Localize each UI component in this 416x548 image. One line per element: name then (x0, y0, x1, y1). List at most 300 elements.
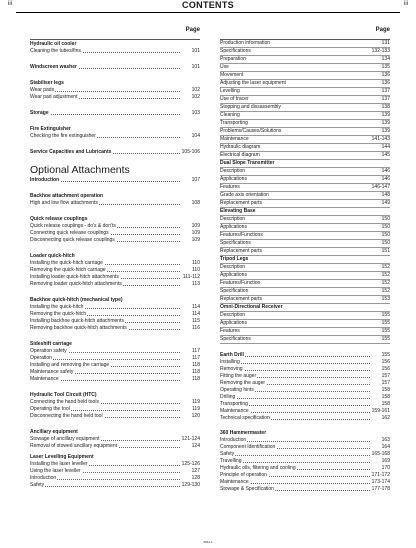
toc-entry[interactable] (220, 144, 390, 152)
toc-page-number: 102 (181, 87, 200, 94)
toc-page-number: 151 (371, 248, 390, 255)
toc-entry-title: Installing the quick-hitch (30, 304, 84, 310)
toc-entry-title: Travelling (220, 458, 242, 464)
page-title: CONTENTS (182, 0, 234, 10)
toc-entry[interactable] (30, 325, 200, 332)
toc-page-number: 136 (371, 80, 390, 87)
toc-entry[interactable] (220, 408, 390, 415)
toc-entry[interactable] (220, 104, 390, 112)
toc-entry-title: Maintenance (30, 376, 59, 382)
toc-entry[interactable] (30, 200, 200, 207)
toc-entry[interactable] (220, 80, 390, 88)
toc-entry-title: Wear pad adjustment (30, 94, 78, 100)
toc-page-number: 170 (371, 465, 390, 472)
toc-page-number: 127 (181, 468, 200, 475)
toc-entry-title: Sideshift carriage (30, 341, 72, 347)
toc-entry-title: Stopping and dissassembly (220, 104, 281, 110)
toc-entry[interactable] (220, 168, 390, 176)
toc-entry-title: Laser Levelling Equipment (30, 454, 94, 460)
spacer (30, 156, 200, 164)
toc-entry-title: Problems/Causes/Solutions (220, 128, 282, 134)
toc-entry-title: Use (220, 64, 229, 70)
toc-heading[interactable] (30, 126, 200, 133)
toc-page-number: 155 (371, 328, 390, 335)
toc-entry[interactable] (220, 216, 390, 224)
toc-entry-title: Description (220, 168, 246, 174)
toc-entry-title: Safety (30, 482, 45, 488)
toc-entry[interactable] (220, 451, 390, 458)
page-number-right: iii (404, 1, 408, 7)
toc-page-number: 165-168 (371, 451, 390, 457)
toc-entry-title: Quick release couplings (30, 216, 88, 222)
toc-page-number: 169 (371, 458, 390, 465)
toc-entry-title: Installing the quick-hitch carriage (30, 260, 103, 266)
toc-entry[interactable] (30, 475, 200, 482)
toc-page-number: 152 (371, 272, 390, 279)
toc-page-number: 141-143 (371, 136, 390, 142)
toc-page-number: 152 (371, 264, 390, 271)
toc-page-number: 158 (371, 394, 390, 401)
toc-entry[interactable] (220, 336, 390, 344)
toc-entry-title: Specifications (220, 240, 251, 246)
toc-entry[interactable] (220, 272, 390, 280)
toc-entry[interactable] (30, 413, 200, 420)
toc-entry-title: Safety (220, 451, 235, 457)
toc-page-number: 171-172 (371, 472, 390, 478)
toc-heading[interactable] (220, 352, 390, 359)
toc-entry[interactable] (220, 200, 390, 208)
toc-entry-title: Introduction (220, 437, 247, 443)
toc-heading[interactable] (30, 341, 200, 348)
toc-heading[interactable] (220, 256, 390, 264)
toc-entry[interactable] (30, 406, 200, 413)
toc-entry-title: Features (220, 184, 240, 190)
toc-entry[interactable] (220, 48, 390, 56)
toc-heading[interactable] (220, 160, 390, 168)
toc-entry[interactable] (220, 96, 390, 104)
toc-entry[interactable] (30, 369, 200, 376)
toc-page-number: 109 (181, 237, 200, 244)
toc-heading[interactable] (30, 149, 200, 156)
toc-entry[interactable] (30, 461, 200, 468)
toc-page-number: 139 (371, 128, 390, 135)
toc-entry[interactable] (220, 320, 390, 328)
toc-page-number: 150 (371, 216, 390, 223)
toc-heading[interactable] (30, 297, 200, 304)
toc-entry-title: Operation (30, 355, 52, 361)
toc-heading[interactable] (30, 64, 200, 71)
toc-heading[interactable] (30, 193, 200, 200)
toc-entry-title: Fire Extinguisher (30, 126, 71, 132)
toc-entry-title: Dual Slope Transmitter (220, 160, 275, 166)
toc-page-number: 158 (371, 387, 390, 394)
toc-entry[interactable] (220, 240, 390, 248)
toc-page-number: 137 (371, 88, 390, 95)
toc-page-number: 135 (371, 64, 390, 71)
toc-entry-title: Applications (220, 272, 247, 278)
toc-page-number: 156 (371, 359, 390, 366)
toc-page-number: 119 (181, 399, 200, 406)
toc-page-number: 144 (371, 144, 390, 151)
toc-entry-title: Component Identification (220, 444, 276, 450)
toc-entry[interactable] (220, 120, 390, 128)
section-title: Optional Attachments (30, 164, 130, 176)
toc-heading[interactable] (220, 304, 390, 312)
toc-entry-title: Operating hints (220, 387, 254, 393)
toc-entry[interactable] (30, 281, 200, 288)
toc-entry-title: Specification (220, 288, 249, 294)
toc-page-number: 162 (371, 415, 390, 422)
toc-page-number: 102 (181, 94, 200, 101)
toc-entry-title: Earth Drill (220, 352, 244, 358)
toc-entry-title: Introduction (30, 177, 60, 183)
toc-page-number: 114 (181, 311, 200, 318)
toc-entry-title: Quick release couplings - do's & don'ts (30, 223, 116, 229)
toc-entry[interactable] (220, 136, 390, 144)
toc-entry-title: Technical specification (220, 415, 270, 421)
toc-entry[interactable] (30, 48, 200, 55)
toc-entry[interactable] (220, 328, 390, 336)
toc-entry[interactable] (220, 373, 390, 380)
toc-entry-title: Production information (220, 40, 271, 46)
toc-entry-title: Maintenance safety (30, 369, 74, 375)
toc-page-number: 104 (181, 133, 200, 140)
header-rule (16, 12, 400, 13)
toc-page-number: 139 (371, 112, 390, 119)
toc-page-number: 148 (371, 192, 390, 199)
toc-heading[interactable] (30, 454, 200, 461)
toc-page-number: 124 (181, 443, 200, 450)
toc-entry-title: Hydraulic oils, filtering and cooling (220, 465, 296, 471)
toc-entry-title: Applications (220, 224, 247, 230)
toc-entry[interactable] (220, 128, 390, 136)
toc-heading[interactable] (30, 177, 200, 184)
toc-heading[interactable] (30, 216, 200, 223)
toc-entry-title: Removing (220, 366, 243, 372)
toc-entry[interactable] (220, 264, 390, 272)
toc-entry-title: 360 Hammermaster (220, 430, 267, 436)
spacer (30, 244, 200, 253)
toc-entry-title: Loader quick-hitch (30, 253, 75, 259)
toc-entry-title: Replacement parts (220, 296, 262, 302)
toc-entry-title: Specifications (220, 48, 251, 54)
toc-entry[interactable] (30, 348, 200, 355)
toc-heading[interactable] (30, 429, 200, 436)
toc-entry[interactable] (220, 380, 390, 387)
toc-entry[interactable] (220, 359, 390, 366)
toc-page-number: 128 (181, 475, 200, 482)
toc-entry-title: Description (220, 216, 246, 222)
toc-entry[interactable] (220, 437, 390, 444)
toc-heading[interactable] (30, 41, 200, 48)
toc-page-number: 137 (371, 96, 390, 103)
toc-page-number: 114 (181, 304, 200, 311)
toc-entry-title: Replacement parts (220, 200, 262, 206)
toc-page-number: 155 (371, 336, 390, 343)
toc-entry-title: Replacement parts (220, 248, 262, 254)
toc-page-number: 155 (371, 320, 390, 327)
toc-entry-title: Installing loader quick-hitch attachments (30, 274, 119, 280)
toc-entry-title: Drilling (220, 394, 236, 400)
toc-entry-title: Stowage of ancillary equipment (30, 436, 100, 442)
toc-entry[interactable] (220, 176, 390, 184)
toc-entry-title: Preparation (220, 56, 246, 62)
toc-entry-title: Installing (220, 359, 240, 365)
toc-entry[interactable] (30, 318, 200, 325)
toc-page-number: 103 (181, 110, 200, 117)
page-column-header (220, 24, 390, 40)
toc-entry[interactable] (220, 387, 390, 394)
toc-entry[interactable] (30, 468, 200, 475)
toc-page-number: 113 (181, 281, 200, 288)
toc-page-number: 118 (181, 369, 200, 376)
toc-page-number: 150 (371, 224, 390, 231)
toc-entry-title: Storage (30, 110, 49, 116)
toc-entry[interactable] (220, 486, 390, 493)
toc-heading[interactable] (220, 208, 390, 216)
page-column-label: Page (375, 27, 390, 33)
spacer (220, 422, 390, 430)
toc-page-number: 157 (371, 373, 390, 380)
toc-entry[interactable] (30, 376, 200, 383)
toc-page-number: 129-130 (181, 482, 200, 488)
toc-page-number: 136 (371, 72, 390, 79)
toc-entry-title: Use of tracer (220, 96, 249, 102)
toc-entry-title: Connecting the hand held tools (30, 399, 99, 405)
toc-entry[interactable] (220, 184, 390, 192)
spacer (220, 344, 390, 352)
toc-entry[interactable] (220, 479, 390, 486)
toc-entry[interactable] (220, 280, 390, 288)
toc-page-number: 156 (371, 366, 390, 373)
toc-entry-title: Stowage & Specification (220, 486, 274, 492)
toc-entry[interactable] (30, 362, 200, 369)
toc-page-number: 125-126 (181, 461, 200, 467)
toc-page-number: 108 (181, 200, 200, 207)
toc-entry-title: Description (220, 264, 246, 270)
toc-heading[interactable] (30, 80, 200, 87)
toc-page-number: 173-174 (371, 479, 390, 485)
toc-entry-title: Elevating Base (220, 208, 256, 214)
toc-entry-title: Operation safety (30, 348, 67, 354)
toc-entry-title: Features (220, 328, 240, 334)
toc-entry-title: Hydraulic oil cooler (30, 41, 77, 47)
toc-heading[interactable] (220, 430, 390, 437)
toc-entry-title: Applications (220, 176, 247, 182)
toc-entry-title: Features/Functions (220, 232, 263, 238)
toc-entry-title: Using the laser leveller (30, 468, 81, 474)
toc-page-number: 111-112 (182, 274, 200, 280)
toc-entry[interactable] (30, 267, 200, 274)
spacer (30, 383, 200, 392)
toc-page-number: 177-178 (371, 486, 390, 492)
toc-entry-title: Removing loader quick-hitch attachments (30, 281, 122, 287)
toc-entry[interactable] (30, 260, 200, 267)
toc-entry[interactable] (30, 230, 200, 237)
toc-entry-title: Connecting quick release couplings (30, 230, 109, 236)
toc-entry[interactable] (220, 288, 390, 296)
spacer (30, 117, 200, 126)
toc-entry[interactable] (220, 224, 390, 232)
toc-entry[interactable] (220, 415, 390, 422)
toc-page-number: 139 (371, 120, 390, 127)
toc-entry[interactable] (220, 366, 390, 373)
toc-entry-title: High and low flow attachments (30, 200, 98, 206)
toc-entry-title: Checking the fire extinguisher (30, 133, 96, 139)
toc-entry[interactable] (220, 312, 390, 320)
toc-entry[interactable] (220, 444, 390, 451)
toc-heading[interactable] (30, 110, 200, 117)
toc-page-number: 163 (371, 437, 390, 444)
toc-heading[interactable] (30, 253, 200, 260)
toc-entry[interactable] (30, 399, 200, 406)
toc-page-number: 121-124 (181, 436, 200, 442)
toc-entry[interactable] (30, 87, 200, 94)
toc-page-number: 119 (181, 406, 200, 413)
toc-entry-title: Omni-Directional Receiver (220, 304, 283, 310)
toc-page-number: 152 (371, 280, 390, 287)
toc-entry[interactable] (220, 458, 390, 465)
toc-entry[interactable] (220, 64, 390, 72)
toc-entry-title: Movement (220, 72, 244, 78)
toc-page-number: 138 (371, 104, 390, 111)
toc-entry-title: Backhoe quick-hitch (mechanical type) (30, 297, 123, 303)
toc-page-number: 153 (371, 296, 390, 303)
toc-entry-title: Adjusting the laser equipment (220, 80, 286, 86)
toc-page-number: 116 (181, 325, 200, 332)
toc-entry[interactable] (220, 394, 390, 401)
contents-column-right (220, 24, 390, 493)
footer-code: 9842-1 (203, 540, 213, 544)
toc-entry-title: Installing backhoe quick-hitch attachments (30, 318, 124, 324)
toc-entry-title: Fitting the auger (220, 373, 257, 379)
toc-entry[interactable] (220, 152, 390, 160)
toc-entry[interactable] (30, 443, 200, 450)
toc-page-number: 109 (181, 230, 200, 237)
toc-page-number: 118 (181, 362, 200, 369)
spacer (30, 101, 200, 110)
toc-page-number: 110 (181, 260, 200, 267)
toc-entry-title: Transporting (220, 401, 248, 407)
toc-page-number: 101 (181, 64, 200, 71)
toc-page-number: 149 (371, 200, 390, 207)
toc-entry-title: Ancillary equipment (30, 429, 78, 435)
page-header-bar (0, 0, 416, 12)
toc-entry-title: Installing the laser leveller (30, 461, 88, 467)
toc-entry[interactable] (30, 274, 200, 281)
toc-entry-title: Service Capacities and Lubricants (30, 149, 112, 155)
toc-page-number: 115 (181, 318, 200, 325)
toc-entry-title: Hydraulic diagram (220, 144, 261, 150)
toc-entry[interactable] (220, 88, 390, 96)
toc-entry[interactable] (220, 232, 390, 240)
toc-page-number: 155 (371, 352, 390, 359)
toc-page-number: 118 (181, 376, 200, 383)
toc-page-number: 146 (371, 176, 390, 183)
toc-page-number: 110 (181, 267, 200, 274)
toc-entry-title: Applications (220, 320, 247, 326)
toc-entry-title: Removal of stowed ancillary equipment (30, 443, 117, 449)
spacer (30, 55, 200, 64)
toc-entry[interactable] (30, 355, 200, 362)
toc-entry[interactable] (30, 482, 200, 489)
toc-entry-title: Operating the tool (30, 406, 70, 412)
toc-entry[interactable] (220, 296, 390, 304)
page-number-left: iii (8, 1, 12, 7)
toc-entry-title: Principle of operation (220, 472, 267, 478)
toc-page-number: 120 (181, 413, 200, 420)
spacer (30, 288, 200, 297)
toc-entry[interactable] (220, 248, 390, 256)
toc-page-number: 150 (371, 232, 390, 239)
toc-page-number: 146 (371, 168, 390, 175)
toc-entry-title: Transporting (220, 120, 248, 126)
toc-page-number: 117 (181, 355, 200, 362)
page-column-header (30, 24, 200, 40)
toc-entry-title: Grade axis orientation (220, 192, 269, 198)
toc-entry[interactable] (30, 133, 200, 140)
toc-entry-title: Specifications (220, 336, 251, 342)
toc-page-number: 109 (181, 223, 200, 230)
toc-entry[interactable] (220, 72, 390, 80)
toc-page-number: 152 (371, 288, 390, 295)
toc-entry-title: Cleaning the tubes/fins (30, 48, 81, 54)
toc-entry[interactable] (30, 237, 200, 244)
toc-entry-title: Maintenance (220, 136, 249, 142)
toc-entry[interactable] (30, 94, 200, 101)
toc-page-number: 146-147 (371, 184, 390, 190)
toc-page-number: 101 (181, 48, 200, 55)
toc-page-number: 107 (181, 177, 200, 184)
toc-entry-title: Features/Function (220, 280, 261, 286)
toc-entry-title: Tripod Legs (220, 256, 249, 262)
toc-page-number: 105-106 (181, 149, 200, 155)
toc-page-number: 134 (371, 56, 390, 63)
toc-entry[interactable] (220, 112, 390, 120)
toc-page-number: 164 (371, 444, 390, 451)
toc-entry[interactable] (30, 436, 200, 443)
toc-entry[interactable] (220, 192, 390, 200)
spacer (30, 207, 200, 216)
toc-entry-title: Installing and removing the carriage (30, 362, 110, 368)
spacer (30, 332, 200, 341)
toc-page-number: 131 (371, 40, 390, 47)
spacer (30, 71, 200, 80)
spacer (30, 140, 200, 149)
toc-entry[interactable] (30, 311, 200, 318)
toc-entry[interactable] (220, 56, 390, 64)
toc-page-number: 159-161 (371, 408, 390, 414)
toc-heading[interactable] (30, 392, 200, 399)
toc-entry-title: Removing the quick-hitch carriage (30, 267, 106, 273)
toc-page-number: 155 (371, 312, 390, 319)
toc-entry-title: Removing the auger (220, 380, 266, 386)
toc-entry-title: Maintenance (220, 408, 249, 414)
toc-entry-title: Introduction (30, 475, 57, 481)
toc-page-number: 150 (371, 240, 390, 247)
toc-entry[interactable] (30, 223, 200, 230)
toc-entry-title: Disconnecting the hand held tool (30, 413, 103, 419)
toc-page-number: 145 (371, 152, 390, 159)
toc-page-number: 158 (371, 401, 390, 408)
toc-entry[interactable] (220, 401, 390, 408)
toc-entry[interactable] (30, 304, 200, 311)
page-column-label: Page (185, 27, 200, 33)
toc-entry[interactable] (220, 465, 390, 472)
toc-entry[interactable] (220, 40, 390, 48)
toc-entry-title: Electrical diagram (220, 152, 260, 158)
toc-entry[interactable] (220, 472, 390, 479)
